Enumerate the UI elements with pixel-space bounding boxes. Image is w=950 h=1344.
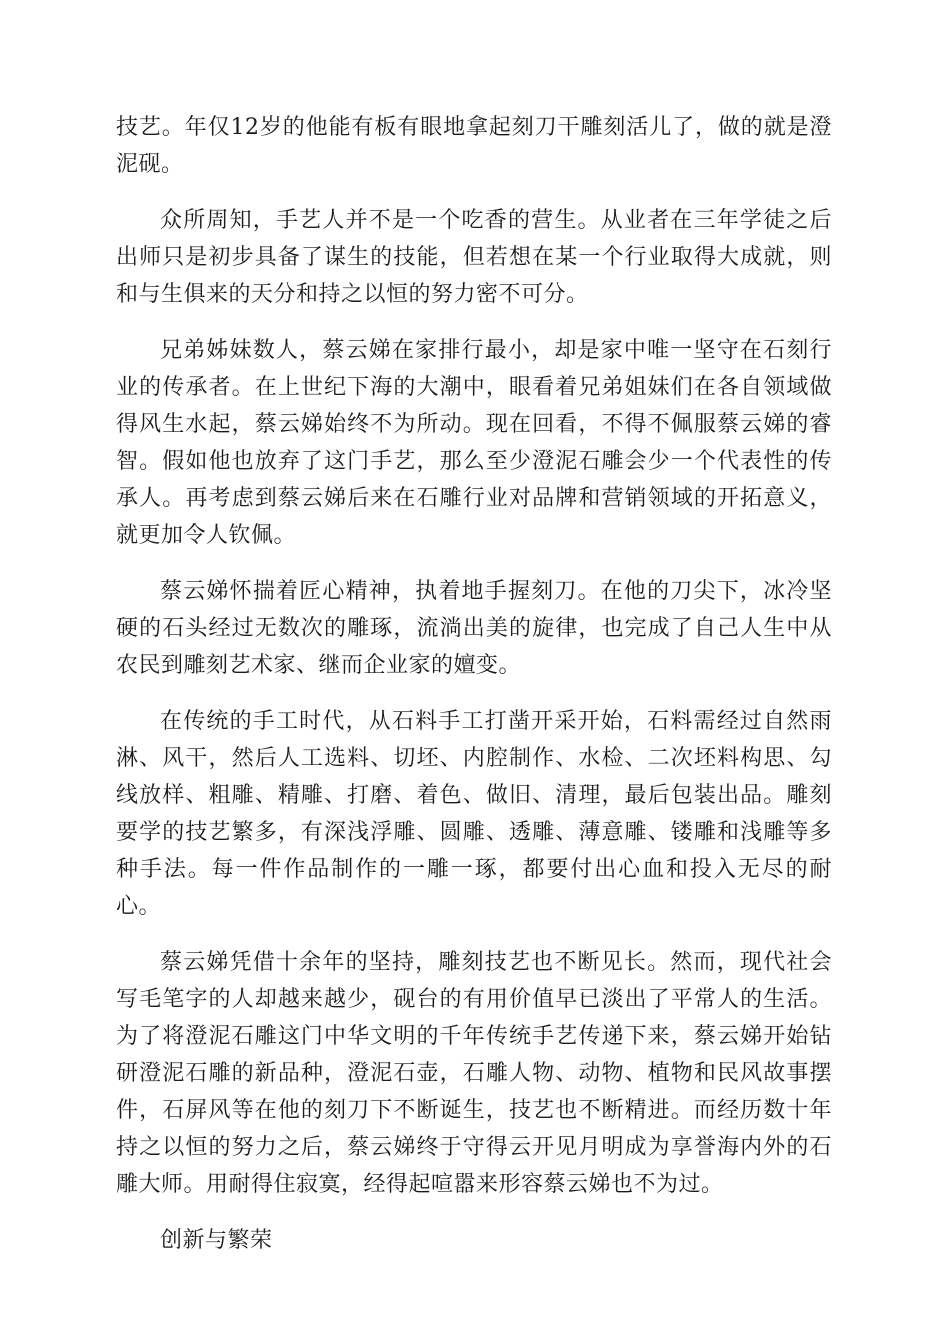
paragraph-continued: 技艺。年仅12岁的他能有板有眼地拿起刻刀干雕刻活儿了，做的就是澄泥砚。 bbox=[116, 115, 832, 177]
paragraph-craftsman-livelihood: 众所周知，手艺人并不是一个吃香的营生。从业者在三年学徒之后出师只是初步具备了谋生的技能，但若想在某一个行业取得大成就，则和与生俱来的天分和持之以恒的努力密不可分。 bbox=[116, 208, 832, 307]
paragraph-family-inheritor: 兄弟姊妹数人，蔡云娣在家排行最小，却是家中唯一坚守在石刻行业的传承者。在上世纪下海的大潮中，眼看着兄弟姐妹们在各自领域做得风生水起，蔡云娣始终不为所动。现在回看，不得不佩服蔡云娣的睿智。假如他也放弃了这门手艺，那么至少澄泥石雕会少一个代表性的传承人。再考虑到蔡云娣后来在石雕行业对品牌和营销领域的开拓意义，就更加令人钦佩。 bbox=[116, 338, 832, 548]
paragraph-traditional-process: 在传统的手工时代，从石料手工打凿开采开始，石料需经过自然雨淋、风干，然后人工选料、切坯、内腔制作、水检、二次坯料构思、勾线放样、粗雕、精雕、打磨、着色、做旧、清理，最后包装出品。雕刻要学的技艺繁多，有深浅浮雕、圆雕、透雕、薄意雕、镂雕和浅雕等多种手法。每一件作品制作的一雕一琢，都要付出心血和投入无尽的耐心。 bbox=[116, 709, 832, 919]
section-heading: 创新与繁荣 bbox=[160, 1228, 273, 1253]
paragraph-craftsman-spirit: 蔡云娣怀揣着匠心精神，执着地手握刻刀。在他的刀尖下，冰冷坚硬的石头经过无数次的雕琢，流淌出美的旋律，也完成了自己人生中从农民到雕刻艺术家、继而企业家的嬗变。 bbox=[116, 579, 832, 678]
paragraph-innovation-perseverance: 蔡云娣凭借十余年的坚持，雕刻技艺也不断见长。然而，现代社会写毛笔字的人却越来越少，砚台的有用价值早已淡出了平常人的生活。为了将澄泥石雕这门中华文明的千年传统手艺传递下来，蔡云娣开始钻研澄泥石雕的新品种，澄泥石壶，石雕人物、动物、植物和民风故事摆件，石屏风等在他的刻刀下不断诞生，技艺也不断精进。而经历数十年持之以恒的努力之后，蔡云娣终于守得云开见月明成为享誉海内外的石雕大师。用耐得住寂寞，经得起喧嚣来形容蔡云娣也不为过。 bbox=[116, 950, 832, 1197]
document-page bbox=[116, 109, 832, 1259]
